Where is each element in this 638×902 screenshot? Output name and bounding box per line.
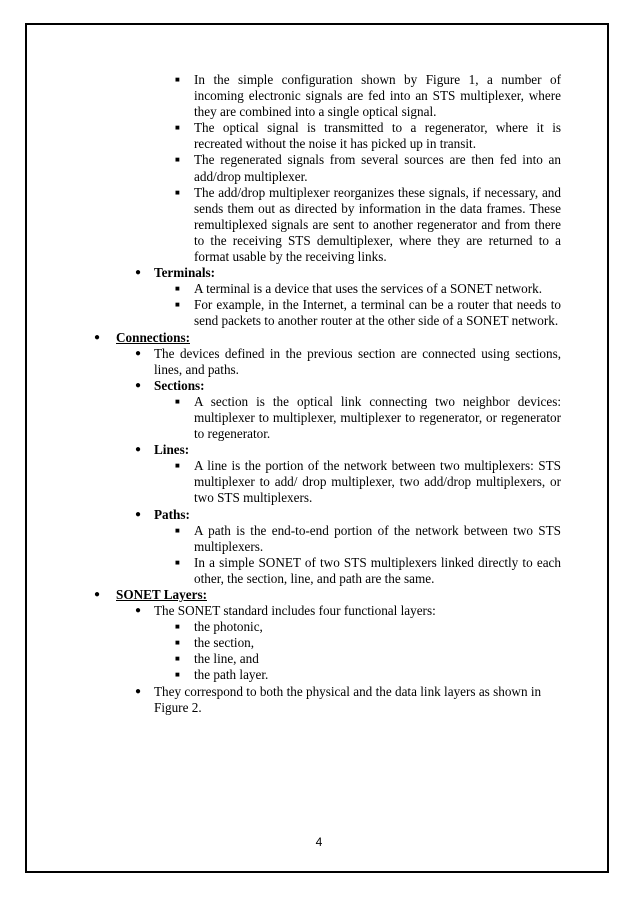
square-bullet-icon: ■: [175, 654, 180, 664]
list-item-text: The optical signal is transmitted to a regenerator, where it is recreated without the noise it has picked up in transit.: [194, 120, 561, 152]
list-item: [0, 281, 638, 297]
connections-heading-item: [0, 330, 638, 346]
connections-heading: Connections:: [116, 329, 190, 345]
disc-bullet-icon: ●: [135, 379, 142, 391]
list-item-text: They correspond to both the physical and the data link layers as shown in Figure 2.: [154, 683, 542, 715]
list-item: [0, 458, 638, 506]
square-bullet-icon: ■: [175, 525, 180, 535]
disc-bullet-icon: ●: [135, 605, 142, 617]
square-bullet-icon: ■: [175, 622, 180, 632]
page-number: 4: [315, 835, 323, 849]
list-item-text: A section is the optical link connecting two neighbor devices: multiplexer to multiplexer, multiplexer to regenerator, or regenerator to regenerator.: [194, 393, 561, 442]
list-item: [0, 394, 638, 442]
list-item-text: In the simple configuration shown by Figure 1, a number of incoming electronic signals are fed into an STS multiplexer, where they are combined into a single optical signal.: [194, 72, 561, 120]
paths-heading: Paths:: [154, 506, 190, 522]
disc-bullet-icon: ●: [135, 508, 142, 520]
list-item: [0, 523, 638, 555]
list-item: [0, 555, 638, 587]
list-item: [0, 297, 638, 329]
square-bullet-icon: ■: [175, 638, 180, 648]
disc-bullet-icon: ●: [135, 444, 142, 456]
list-item-text: A line is the portion of the network between two multiplexers: STS multiplexer to add/ drop multiplexer, two add/drop multiplexers, or two STS multiplexers.: [194, 458, 561, 506]
list-item-text: The SONET standard includes four functional layers:: [154, 603, 436, 619]
square-bullet-icon: ■: [175, 396, 180, 406]
terminals-heading: Terminals:: [154, 265, 216, 281]
list-item-text: the photonic,: [194, 619, 263, 635]
list-item: [0, 346, 638, 378]
disc-bullet-icon: ●: [94, 589, 101, 600]
list-item: [0, 684, 638, 716]
sonet-layers-heading-item: [0, 587, 638, 603]
square-bullet-icon: ■: [175, 75, 180, 84]
list-item-text: A path is the end-to-end portion of the network between two STS multiplexers.: [194, 522, 561, 554]
list-item: [0, 120, 638, 152]
list-item: [0, 651, 638, 667]
list-item-text: the path layer.: [194, 667, 269, 683]
list-item-text: A terminal is a device that uses the services of a SONET network.: [194, 281, 543, 297]
paths-heading-item: [0, 507, 638, 523]
list-item: [0, 667, 638, 683]
list-item: [0, 152, 638, 184]
lines-heading-item: [0, 442, 638, 458]
list-item-text: For example, in the Internet, a terminal can be a router that needs to send packets to another router at the other side of a SONET network.: [194, 297, 561, 329]
square-bullet-icon: ■: [175, 155, 180, 165]
list-item: [0, 72, 638, 120]
list-item-text: The add/drop multiplexer reorganizes these signals, if necessary, and sends them out as directed by information in the data frames. These remultiplexed signals are sent to another regenerator and from there to the receiving STS demultiplexer, where they are returned to a format usable by the receiving links.: [194, 184, 561, 265]
sections-heading: Sections:: [154, 377, 205, 393]
terminals-heading-item: [0, 265, 638, 281]
list-item-text: the line, and: [194, 651, 259, 667]
disc-bullet-icon: ●: [135, 347, 142, 359]
square-bullet-icon: ■: [175, 670, 180, 680]
sections-heading-item: [0, 378, 638, 394]
list-item-text: In a simple SONET of two STS multiplexers linked directly to each other, the section, line, and path are the same.: [194, 554, 561, 586]
lines-heading: Lines:: [154, 442, 190, 458]
square-bullet-icon: ■: [175, 557, 180, 567]
square-bullet-icon: ■: [175, 300, 180, 310]
square-bullet-icon: ■: [175, 461, 180, 471]
document-body: [0, 72, 638, 716]
list-item: [0, 635, 638, 651]
list-item: [0, 185, 638, 265]
list-item: [0, 603, 638, 619]
list-item-text: The regenerated signals from several sources are then fed into an add/drop multiplexer.: [194, 152, 561, 184]
disc-bullet-icon: ●: [94, 331, 101, 343]
list-item-text: The devices defined in the previous section are connected using sections, lines, and paths.: [154, 345, 561, 377]
list-item: [0, 619, 638, 635]
list-item-text: the section,: [194, 635, 255, 651]
sonet-layers-heading: SONET Layers:: [116, 587, 207, 602]
square-bullet-icon: ■: [175, 284, 180, 294]
disc-bullet-icon: ●: [135, 685, 142, 697]
disc-bullet-icon: ●: [135, 267, 142, 279]
square-bullet-icon: ■: [175, 123, 180, 133]
square-bullet-icon: ■: [175, 187, 180, 197]
